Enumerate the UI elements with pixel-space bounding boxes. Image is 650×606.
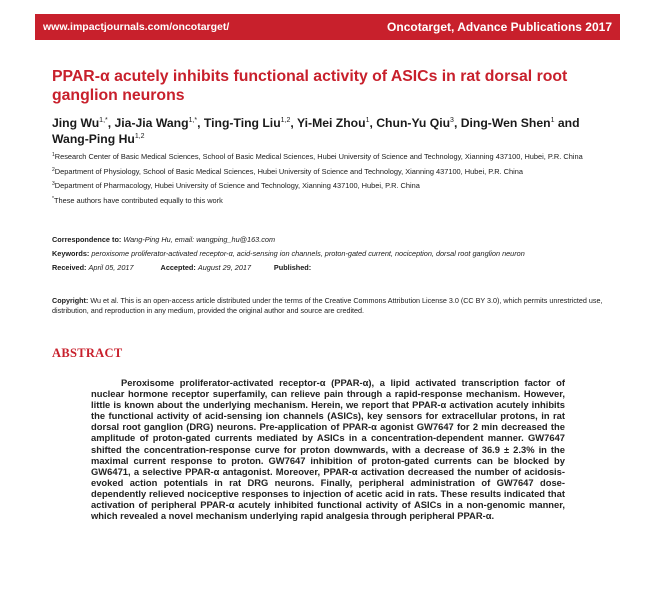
affiliation-mark: 2 — [52, 166, 55, 173]
affiliation-item — [52, 196, 612, 206]
author-name: Chun-Yu Qiu — [376, 116, 451, 130]
author-affiliation-mark: 1,* — [188, 117, 198, 124]
copyright-label: Copyright: — [52, 296, 89, 305]
copyright-text: Wu et al. This is an open-access article distributed under the terms of the Creative Commons Attribution License 3.0 (CC BY 3.0), which permits unrestricted use, distribution, and reproduction in any medium, provided the original author and source are credited. — [52, 296, 603, 316]
author-separator: and — [554, 116, 580, 130]
affiliation-text: Research Center of Basic Medical Sciences, School of Basic Medical Sciences, Hubei University of Science and Technology, Xianning 437100, Hubei, P.R. China — [54, 152, 583, 161]
author-affiliation-mark: 1 — [550, 117, 555, 124]
affiliation-item — [52, 152, 612, 162]
author-separator: , — [197, 116, 204, 130]
abstract-heading: ABSTRACT — [52, 346, 123, 360]
affiliation-text: Department of Pharmacology, Hubei University of Science and Technology, Xianning 437100, Hubei, P.R. China — [54, 181, 420, 191]
journal-header-bar — [35, 14, 620, 40]
received-label: Received: — [52, 263, 87, 272]
author-affiliation-mark: 1,* — [99, 117, 108, 124]
author-affiliation-mark: 1,2 — [134, 133, 145, 140]
author-separator: , — [453, 116, 461, 130]
paper-title: PPAR-α acutely inhibits functional activity of ASICs in rat dorsal root ganglion neurons — [52, 68, 568, 104]
author-separator: , — [290, 116, 297, 130]
journal-publication-label: Oncotarget, Advance Publications 2017 — [387, 20, 612, 34]
author-affiliation-mark: 3 — [450, 117, 454, 124]
journal-url[interactable]: www.impactjournals.com/oncotarget/ — [43, 21, 230, 33]
affiliation-mark: * — [52, 195, 54, 202]
author-name: Jia-Jia Wang — [114, 116, 189, 130]
dates-row — [52, 263, 612, 273]
received-date: April 05, 2017 — [88, 263, 134, 272]
author-name: Wang-Ping Hu — [52, 132, 135, 146]
affiliation-item — [52, 167, 612, 177]
affiliation-list — [52, 152, 612, 210]
author-name: Jing Wu — [52, 116, 100, 130]
correspondence-value[interactable]: Wang-Ping Hu, email: wangping_hu@163.com — [123, 235, 276, 244]
article-metadata — [52, 235, 612, 277]
affiliation-text: Department of Physiology, School of Basic Medical Sciences, Hubei University of Science and Technology, Xianning 437100, Hubei, P.R. China — [54, 166, 523, 176]
affiliation-item — [52, 181, 612, 191]
keywords-value: peroxisome proliferator-activated receptor-α, acid-sensing ion channels, proton-gated current, nociception, dorsal root ganglion neuron — [91, 249, 525, 258]
accepted-label: Accepted: — [160, 263, 196, 272]
affiliation-mark: 1 — [52, 152, 55, 158]
author-name: Ding-Wen Shen — [460, 116, 551, 130]
keywords-row — [52, 249, 612, 259]
correspondence-row — [52, 235, 612, 245]
author-list — [52, 115, 612, 147]
published-label: Published: — [273, 263, 312, 272]
author-name: Ting-Ting Liu — [203, 116, 281, 130]
author-affiliation-mark: 1,2 — [280, 117, 291, 124]
keywords-label: Keywords: — [52, 249, 90, 258]
author-separator: , — [107, 116, 115, 130]
accepted-date: August 29, 2017 — [197, 263, 252, 272]
affiliation-mark: 3 — [52, 181, 55, 188]
correspondence-label: Correspondence to: — [52, 235, 122, 244]
affiliation-text: These authors have contributed equally to this work — [53, 195, 223, 205]
copyright-notice — [52, 296, 610, 316]
author-name: Yi-Mei Zhou — [296, 116, 366, 130]
author-separator: , — [369, 116, 377, 130]
abstract-text: Peroxisome proliferator-activated receptor-α (PPAR-α), a lipid activated transcription factor of nuclear hormone receptor superfamily, can relieve pain through a rapid-response mechanism. However, little is known about the underlying mechanism. Herein, we report that PPAR-α activation acutely inhibits the functional activity of acid-sensing ion channels (ASICs), key sensors for extracellular protons, in rat dorsal root ganglion (DRG) neurons. Pre-application of PPAR-α agonist GW7647 for 2 min decreased the amplitude of proton-gated currents mediated by ASICs in a concentration-dependent manner. GW7647 shifted the concentration-response curve for proton downwards, with a decrease of 36.9 ± 2.3% in the maximal current response to proton. GW7647 inhibition of proton-gated currents can be blocked by GW6471, a selective PPAR-α antagonist. Moreover, PPAR-α activation decreased the number of acidosis-evoked action potentials in rat DRG neurons. Finally, peripheral administration of GW7647 dose-dependently relieved nociceptive responses to injection of acetic acid in rats. These results indicated that activation of peripheral PPAR-α acutely inhibited functional activity of ASICs in a non-genomic manner, which revealed a novel mechanism underlying rapid analgesia through peripheral PPAR-α. — [91, 377, 565, 522]
author-affiliation-mark: 1 — [365, 117, 370, 124]
